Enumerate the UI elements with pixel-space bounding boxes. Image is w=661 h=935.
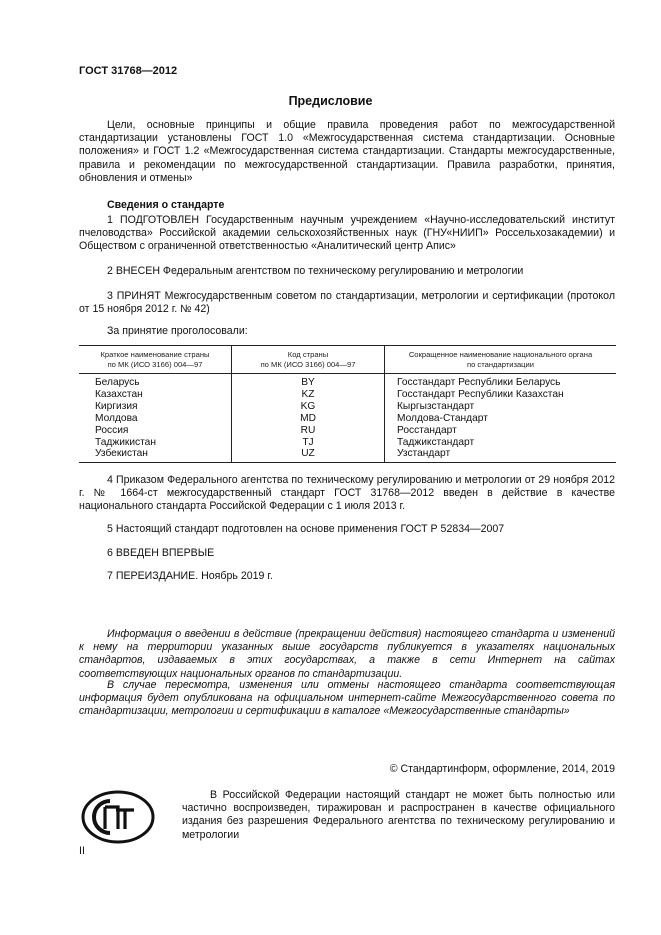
item-7: 7 ПЕРЕИЗДАНИЕ. Ноябрь 2019 г. <box>107 570 273 582</box>
item-5: 5 Настоящий стандарт подготовлен на основе применения ГОСТ Р 52834—2007 <box>107 523 505 535</box>
document-number: ГОСТ 31768—2012 <box>79 65 178 77</box>
table-row: Киргизия KG Кыргызстандарт <box>79 401 616 413</box>
table-row: Казахстан KZ Госстандарт Республики Казахстан <box>79 389 616 401</box>
item-2: 2 ВНЕСЕН Федеральным агентством по техническому регулированию и метрологии <box>107 265 524 277</box>
table-header-code: Код страны по МК (ИСО 3166) 004—97 <box>232 346 385 374</box>
voted-label: За принятие проголосовали: <box>107 325 248 337</box>
item-3: 3 ПРИНЯТ Межгосударственным советом по стандартизации, метрологии и сертификации (протокол от 15 ноября 2012 г. № 42) <box>79 290 615 316</box>
copyright: © Стандартинформ, оформление, 2014, 2019 <box>389 763 615 775</box>
table-header-country: Краткое наименование страны по МК (ИСО 3166) 004—97 <box>79 346 232 374</box>
note-revision-info: В случае пересмотра, изменения или отмены настоящего стандарта соответствующая информация будет опубликована на официальном интернет-сайте Межгосударственного совета по стандартизации, метрологии и сертификации в каталоге «Межгосударственные стандарты» <box>79 679 615 718</box>
table-row: Узбекистан UZ Узстандарт <box>79 448 616 462</box>
item-1: 1 ПОДГОТОВЛЕН Государственным научным учреждением «Научно-исследовательский институт пчеловодства» Российской академии сельскохозяйственных наук (ГНУ«НИИП» Россельхозакадемии) и Обществом с ограниченной ответственностью «Аналитический центр Апис» <box>79 214 615 253</box>
page-number: II <box>79 845 85 857</box>
pst-certification-logo-icon <box>80 789 156 845</box>
item-6: 6 ВВЕДЕН ВПЕРВЫЕ <box>107 547 215 559</box>
table-row: Таджикистан TJ Таджикстандарт <box>79 437 616 449</box>
table-row: Беларусь BY Госстандарт Республики Беларусь <box>79 374 616 389</box>
item-4: 4 Приказом Федерального агентства по техническому регулированию и метрологии от 29 ноября 2012 г. № 1664-ст межгосударственный стандарт ГОСТ 31768—2012 введен в действие в качестве национального стандарта Российской Федерации с 1 июля 2013 г. <box>79 474 615 513</box>
reproduction-notice: В Российской Федерации настоящий стандарт не может быть полностью или частично воспроизведен, тиражирован и распространен в качестве официального издания без разрешения Федерального агентства по техническому регулированию и метрологии <box>182 789 615 841</box>
note-introduction-info: Информация о введении в действие (прекращении действия) настоящего стандарта и изменений к нему на территории указанных выше государств публикуется в указателях национальных стандартов, издаваемых в этих государствах, а также в сети Интернет на сайтах соответствующих национальных органов по стандартизации. <box>79 628 615 680</box>
intro-paragraph: Цели, основные принципы и общие правила проведения работ по межгосударственной стандартизации установлены ГОСТ 1.0 «Межгосударственная система стандартизации. Основные положения» и ГОСТ 1.2 «Межгосударственная система стандартизации. Стандарты межгосударственные, правила и рекомендации по межгосударственной стандартизации. Правила разработки, принятия, обновления и отмены» <box>79 119 615 184</box>
countries-table <box>79 345 616 463</box>
table-row: Молдова MD Молдова-Стандарт <box>79 413 616 425</box>
page-title: Предисловие <box>288 94 373 108</box>
section-title: Сведения о стандарте <box>107 199 225 211</box>
table-row: Россия RU Росстандарт <box>79 425 616 437</box>
table-header-body: Сокращенное наименование национального органа по стандартизации <box>385 346 617 374</box>
